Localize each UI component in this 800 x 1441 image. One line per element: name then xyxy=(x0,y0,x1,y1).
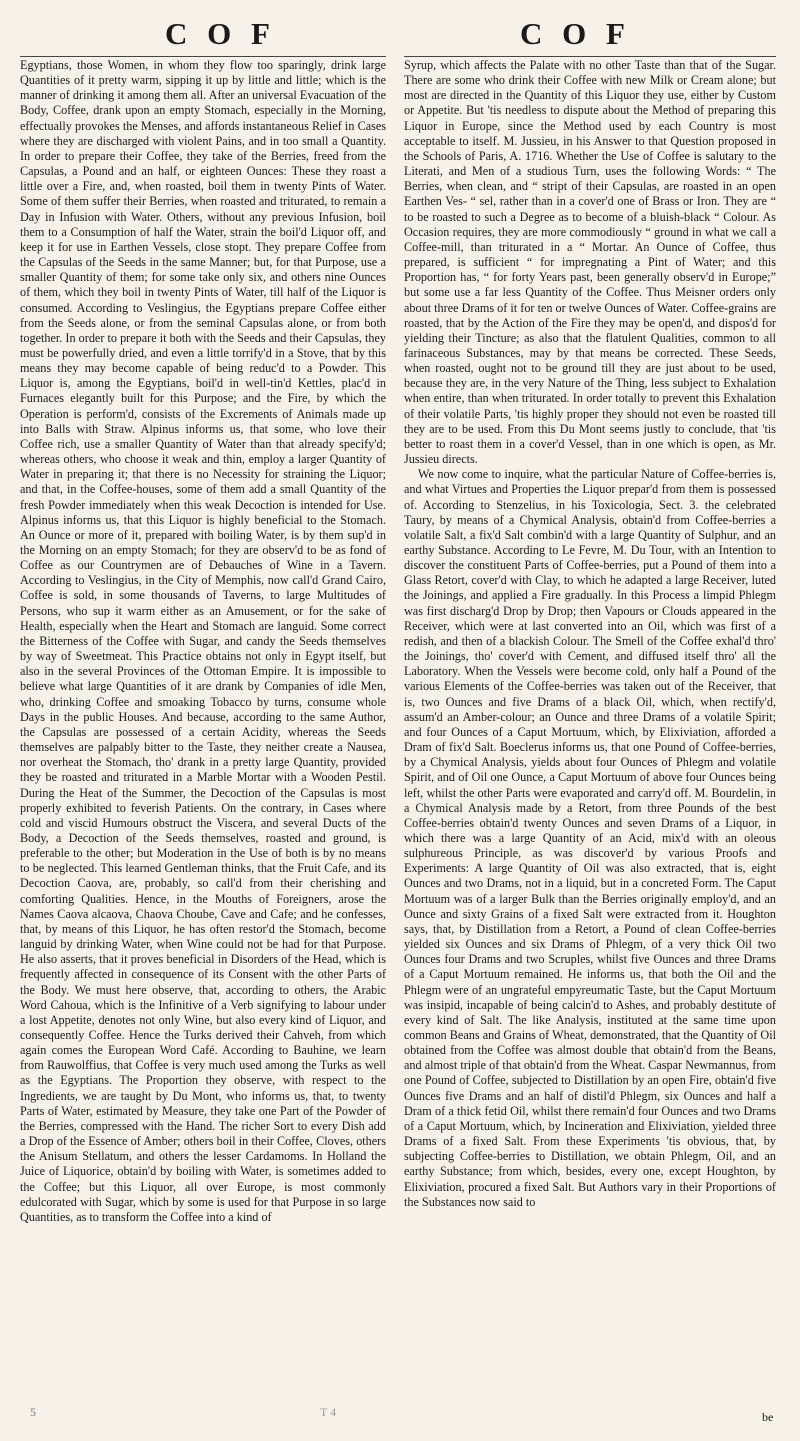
right-paragraph: We now come to inquire, what the particular Nature of Coffee-berries is, and what Virtues and Properties the Liquor prepar'd from them is possessed of. According to Stenzelius, in his Toxicologia, Sect. 3. the celebrated Taury, by means of a Chymical Analysis, obtain'd from Coffee-berries a volatile Salt, a fix'd Salt combin'd with a large Quantity of Sulphur, and an earthy Substance. According to Le Fevre, M. Du Tour, with an Intention to discover the constituent Parts of Coffee-berries, put a Pound of them into a Glass Retort, cover'd with Clay, to which he adapted a large Receiver, luted the Joinings, and applied a Fire gradually. In this Process a limpid Phlegm was first discharg'd Drop by Drop; then Vapours or Clouds appeared in the Receiver, which were at last converted into an Oil, which was first of a redish, and then of a blackish Colour. The Smell of the Coffee exhal'd thro' the Joinings, tho' cover'd with Cement, and diffused itself thro' all the Laboratory. When the Vessels were become cold, only half a Pound of the various Elements of the Coffee-berries was taken out of the Receiver, that is, two Ounces and five Drams of a black Oil, which, when rectify'd, assum'd an Amber-colour; an Ounce and three Drams of a volatile Spirit; and four Ounces of a Caput Mortuum, which, by Elixiviation, afforded a Dram of fix'd Salt. Boeclerus informs us, that one Pound of Coffee-berries, by a Chymical Analysis, yields about four Ounces of Phlegm and volatile Spirit, and of Oil one Ounce, a Caput Mortuum of above four Ounces being left, whilst the other Parts were evaporated and carry'd off. M. Bourdelin, in a Chymical Analysis made by a Retort, from three Pounds of the best Coffee-berries obtain'd twenty Ounces and seven Drams of a Liquor, in which there was a large Quantity of an Acid, mix'd with an oleous sulphureous Principle, as was discover'd by various Proofs and Experiments: A large Quantity of Oil was also extracted, that is, eight Ounces and two Drams, not in a liquid, but in a concreted Form. The Caput Mortuum was of a larger Bulk than the Berries originally employ'd, and an Ounce and sixty Grains of a fixed Salt were extracted from it. Houghton says, that, by Distillation from a Retort, a Pound of clean Coffee-berries yielded six Ounces and six Drams of Phlegm, of a very thick Oil two Ounces four Drams and two Scruples, whilst five Ounces and three Drams of a Caput Mortuum remained. He informs us, that both the Oil and the Phlegm were of an ungrateful empyreumatic Taste, but the Caput Mortuum was insipid, incapable of being calcin'd to Ashes, and probably destitute of every kind of Salt. The like Analysis, instituted at the same time upon common Beans and Grains of Wheat, demonstrated, that the Quantity of Oil obtained from the Coffee was almost double that obtain'd from the Beans, and almost triple of that obtain'd from the Wheat. Caspar Newmannus, from one Pound of Coffee, subjected to Distillation by an open Fire, obtain'd five Ounces five Drams and an half of distil'd Phlegm, six Ounces and half a Dram of a thick fetid Oil, whilst there remain'd four Ounces and two Drams of a Caput Mortuum, which, by Incineration and Elixiviation, yielded three Drams of a fixed Salt. From these Experiments 'tis obvious, that, by subjecting Coffee-berries to Distillation, we obtain Phlegm, Oil, and an earthy Substance; from which, besides, every one, except Houghton, by Elixiviation, procured a fixed Salt. But Authors vary in their Proportions of the Substances now said to xyxy=(404,467,776,1209)
left-column xyxy=(20,58,386,1422)
left-running-head: C O F xyxy=(165,16,276,51)
left-paragraph: Egyptians, those Women, in whom they flow too sparingly, drink large Quantities of it pretty warm, sipping it up by little and little; which is the manner of drinking it among them all. After an universal Evacuation of the Body, Coffee, drank upon an empty Stomach, especially in the Morning, effectually provokes the Menses, and affords instantaneous Relief in Cases where they are discharged with violent Pains, and in too small a Quantity. In order to prepare their Coffee, they take of the Berries, freed from the Capsulas, a Pound and an half, or eighteen Ounces: These they roast a little over a Fire, and, when roasted, boil them in twenty Pints of Water. Some of them suffer their Berries, when roasted and triturated, to remain a Day in Infusion with Water. Others, without any previous Infusion, boil them to a Consumption of half the Water, strain the boil'd Liquor off, and keep it for use in Earthen Vessels, close stopt. They prepare Coffee from the Capsulas of the Seeds in the same Manner; but, for that Purpose, use a smaller Quantity of them; for some take only six, and others nine Ounces of them, which they boil in twenty Pints of Water, till half of the Liquor is consumed. According to Veslingius, the Egyptians prepare Coffee either from the Seeds alone, or from the seminal Capsulas alone, or from both together. In order to prepare it both with the Seeds and their Capsulas, they must be powerfully dried, and even a little torrify'd in a Stove, that by this means they may become capable of being reduc'd to a Powder. This Liquor is, among the Egyptians, boil'd in well-tin'd Kettles, plac'd in Furnaces elegantly built for this Purpose; and the Fire, by which the Operation is perform'd, consists of the Excrements of Animals made up into Balls with Straw. Alpinus informs us, that some, who love their Coffee rich, use a smaller Quantity of Water than that already specify'd; whereas others, who choose it weak and thin, employ a larger Quantity of Water in preparing it; that there is no Necessity for straining the Liquor; and that, in the Coffee-houses, some of them add a small Quantity of the fresh Powder immediately when this weak Decoction is intended for Use. Alpinus informs us, that this Liquor is highly beneficial to the Stomach. An Ounce or more of it, prepared with boiling Water, is by them sup'd in the Morning on an empty Stomach; for they are observ'd to be as fond of Coffee as our Countrymen are of Debauches of Wine in a Tavern. According to Veslingius, in the City of Memphis, now call'd Grand Cairo, Coffee is sold, in some thousands of Taverns, to large Multitudes of Persons, who sup it warm either as an Amusement, or for the sake of Health, especially when the Heart and Stomach are languid. Some correct the Bitterness of the Coffee with Sugar, and candy the Seeds themselves by way of Sweetmeat. This Practice obtains not only in Egypt itself, but also in the several Provinces of the Ottoman Empire. It is impossible to believe what large Quantities of it are drank by Companies of idle Men, who, drinking Coffee and smoaking Tobacco by turns, consume whole Days in the public Houses. And because, according to the same Author, the Capsulas are possessed of a certain Acidity, whereas the Seeds themselves are palpably bitter to the Taste, they neither create a Nausea, nor overheat the Stomach, tho' drank in a pretty large Quantity, provided they be roasted and triturated in a Marble Mortar with a Wooden Pestil. During the Heat of the Summer, the Decoction of the Capsulas is most properly exhibited to feverish Patients. On the contrary, in Cases where cold and viscid Humours obstruct the Viscera, and several Ducts of the Body, a Decoction of the Seeds themselves, roasted and ground, is preferable to the other; but Moderation in the Use of both is by no means to be neglected. This learned Gentleman thinks, that the Fruit Cafe, and its Decoction Caova, are, probably, so call'd from their cherishing and comforting Qualities. Hence, in the Mouths of Foreigners, arose the Names Caova alcaova, Chaova Choube, Cave and Cafe; and he confesses, that, by means of this Liquor, he has often restor'd the Stomach, become languid by drinking Water, when Wine could not be had for that Purpose. He also asserts, that it proves beneficial in Disorders of the Head, which is frequently affected in consequence of its Consent with the other Parts of the Body. We must here observe, that, according to others, the Arabic Word Cahoua, which is the Infinitive of a Verb signifying to labour under a lost Appetite, denotes not only Wine, but also every kind of Liquor, and consequently Coffee. Hence the Turks derived their Cahveh, from which again comes the European Word Café. According to Bauhine, we learn from Rauwolffius, that Coffee is very much used among the Turks as well as the Egyptians. The Proportion they observe, with respect to the Ingredients, we are taught by Du Mont, who informs us, that, to twenty Parts of Water, estimated by Measure, they take one Part of the Powder of the Berries, compressed with the Hand. The richer Sort to every Dish add a Drop of the Essence of Amber; others boil in their Coffee, Cloves, others the Anisum Stellatum, and others the lesser Cardamoms. In Holland the Juice of Liquorice, obtain'd by boiling with Water, is sometimes added to the Coffee; but this Liquor, all over Europe, is most commonly edulcorated with Sugar, which by some is used for that Purpose in so large Quantities, as to transform the Coffee into a kind of xyxy=(20,58,386,1224)
right-column xyxy=(404,58,776,1422)
left-header-rule xyxy=(20,56,386,57)
right-paragraph: Syrup, which affects the Palate with no other Taste than that of the Sugar. There are some who drink their Coffee with new Milk or Cream alone; but most are directed in the Quantity of this Liquor they use, either by Custom or Appetite. But 'tis needless to dispute about the Method of preparing this Liquor in Europe, since the Method used by each Country is most acceptable to itself. M. Jussieu, in his Answer to that Question proposed in the Schools of Paris, A. 1716. Whether the Use of Coffee is salutary to the Literati, and Men of a studious Turn, uses the following Words: “ The Berries, when clean, and “ stript of their Capsulas, are roasted in an open Earthen Ves- “ sel, rather than in a cover'd one of Brass or Iron. They are “ to be roasted to such a Degree as to become of a bluish-black “ Colour. As Occasion requires, they are more commodiously “ ground in what we call a Coffee-mill, than triturated in a “ Mortar. An Ounce of Coffee, thus prepared, is sufficient “ for impregnating a Pint of Water; and this Proportion has, “ for forty Years past, been generally observ'd in Europe;” but some use a far less Quantity of the Coffee. Thus Meisner orders only about three Drams of it for ten or twelve Ounces of Water. Coffee-grains are roasted, that by the Action of the Fire they may be open'd, and dispos'd for yielding their Tincture; as also that the flatulent Qualities, common to all farinaceous Substances, may by that means be corrected. These Seeds, when roasted, ought not to be ground till they are just about to be used, because they are, in the very Nature of the Thing, less subject to Exhalation when entire, than when triturated. In order totally to prevent this Exhalation of their volatile Parts, 'tis highly proper they should not even be roasted till they are to be used. From this Du Mont seems justly to conclude, that 'tis better to roast them in a cover'd Vessel, than in one which is open, as Mr. Jussieu directs. xyxy=(404,58,776,467)
catchword: be xyxy=(762,1410,774,1424)
right-running-head: C O F xyxy=(520,16,631,51)
center-signature: T 4 xyxy=(320,1405,337,1419)
right-header-rule xyxy=(404,56,776,57)
signature-mark: 5 xyxy=(30,1405,36,1419)
